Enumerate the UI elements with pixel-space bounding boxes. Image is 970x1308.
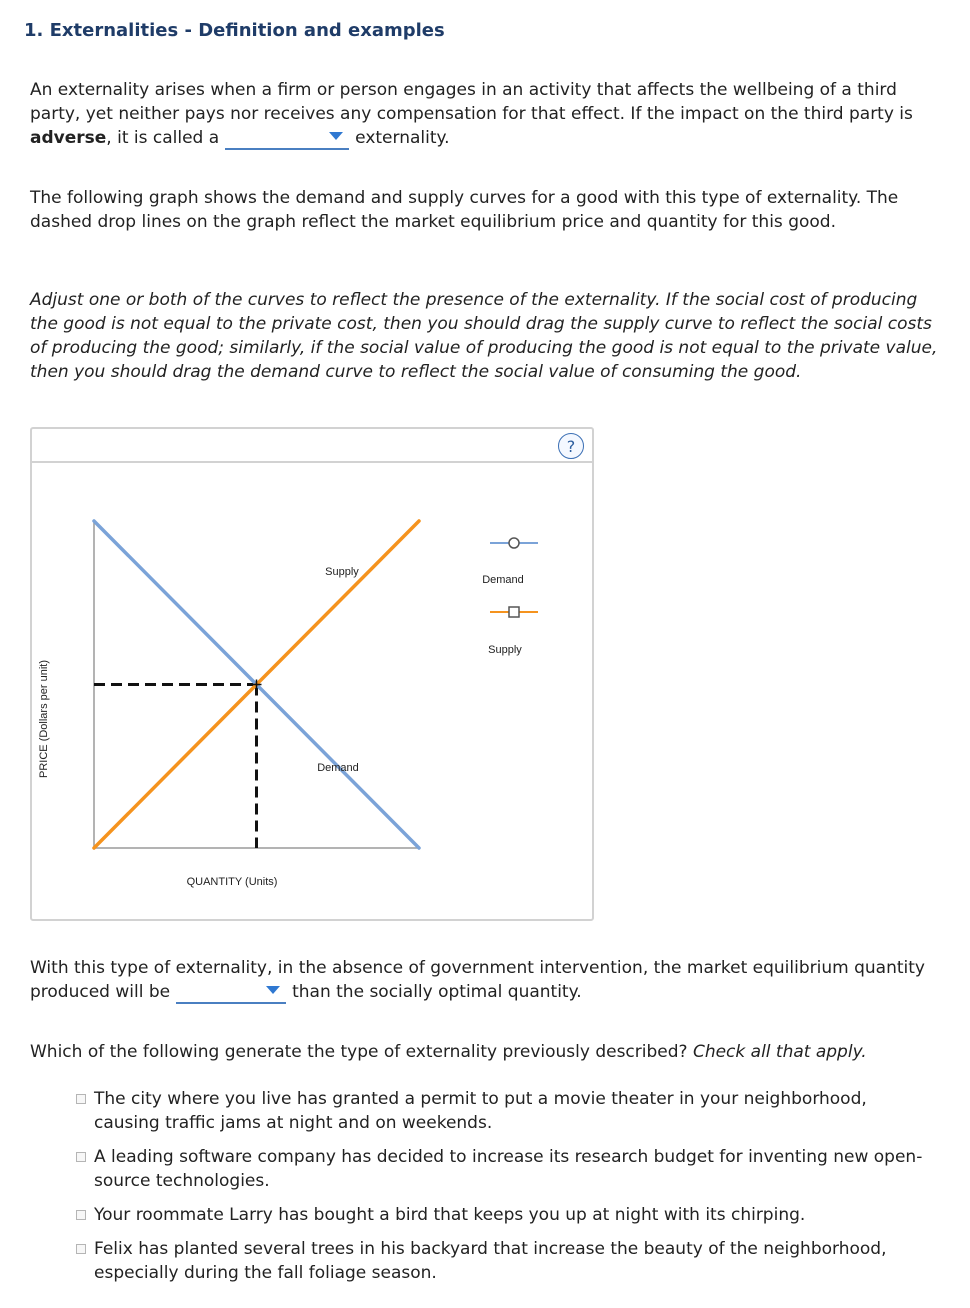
legend-demand-label: Demand: [482, 574, 524, 586]
checkbox-icon[interactable]: [76, 1244, 86, 1254]
option-item[interactable]: [74, 1145, 934, 1193]
question3-hint: Check all that apply.: [692, 1042, 867, 1062]
option-text: A leading software company has decided to increase its research budget for inventing new open-source technologies.: [94, 1147, 923, 1191]
intro-paragraph: [30, 78, 940, 150]
intro-text-end: externality.: [355, 128, 450, 148]
supply-tool-square-icon[interactable]: [509, 607, 519, 617]
question2-paragraph: [30, 956, 940, 1004]
option-list: [74, 1087, 934, 1285]
intro-bold-word: adverse: [30, 128, 107, 148]
help-icon[interactable]: ?: [558, 433, 584, 459]
externality-type-dropdown[interactable]: [225, 126, 349, 150]
x-axis-label: QUANTITY (Units): [186, 876, 278, 888]
supply-curve-label: Supply: [325, 566, 359, 578]
option-text: The city where you live has granted a permit to put a movie theater in your neighborhood, causing traffic jams at night and on weekends.: [94, 1089, 867, 1133]
question3-prompt: Which of the following generate the type of externality previously described?: [30, 1042, 688, 1062]
chevron-down-icon: [266, 986, 280, 994]
checkbox-icon[interactable]: [76, 1210, 86, 1220]
legend-supply-label: Supply: [488, 644, 522, 656]
demand-curve-label: Demand: [317, 762, 359, 774]
instructions-paragraph: Adjust one or both of the curves to reflect the presence of the externality. If the social cost of producing the good is not equal to the private cost, then you should drag the supply curve to reflect the social costs of producing the good; similarly, if the social value of producing the good is not equal to the private value, then you should drag the demand curve to reflect the social value of consuming the good.: [30, 290, 938, 382]
graph-canvas: [32, 429, 592, 919]
y-axis-label: PRICE (Dollars per unit): [38, 660, 50, 778]
option-item[interactable]: [74, 1087, 934, 1135]
option-text: Felix has planted several trees in his backyard that increase the beauty of the neighborhood, especially during the fall foliage season.: [94, 1239, 887, 1283]
question3-paragraph: [30, 1040, 940, 1064]
option-item[interactable]: [74, 1203, 934, 1227]
option-item[interactable]: [74, 1237, 934, 1285]
checkbox-icon[interactable]: [76, 1094, 86, 1104]
graph-intro-paragraph: The following graph shows the demand and supply curves for a good with this type of externality. The dashed drop lines on the graph reflect the market equilibrium price and quantity for this good.: [30, 188, 899, 232]
checkbox-icon[interactable]: [76, 1152, 86, 1162]
quantity-comparison-dropdown[interactable]: [176, 980, 286, 1004]
intro-text: An externality arises when a firm or person engages in an activity that affects the wellbeing of a third party, yet neither pays nor receives any compensation for that effect. If the impact on the third party is: [30, 80, 913, 124]
chevron-down-icon: [329, 132, 343, 140]
question2-text: With this type of externality, in the absence of government intervention, the market equilibrium quantity produced will be: [30, 958, 925, 1002]
question2-text-after: than the socially optimal quantity.: [292, 982, 582, 1002]
option-text: Your roommate Larry has bought a bird that keeps you up at night with its chirping.: [94, 1205, 806, 1225]
demand-tool-circle-icon[interactable]: [509, 538, 519, 548]
intro-text-after: , it is called a: [106, 128, 220, 148]
graph-panel: [30, 427, 594, 921]
page-title: 1. Externalities - Definition and examples: [24, 20, 445, 41]
